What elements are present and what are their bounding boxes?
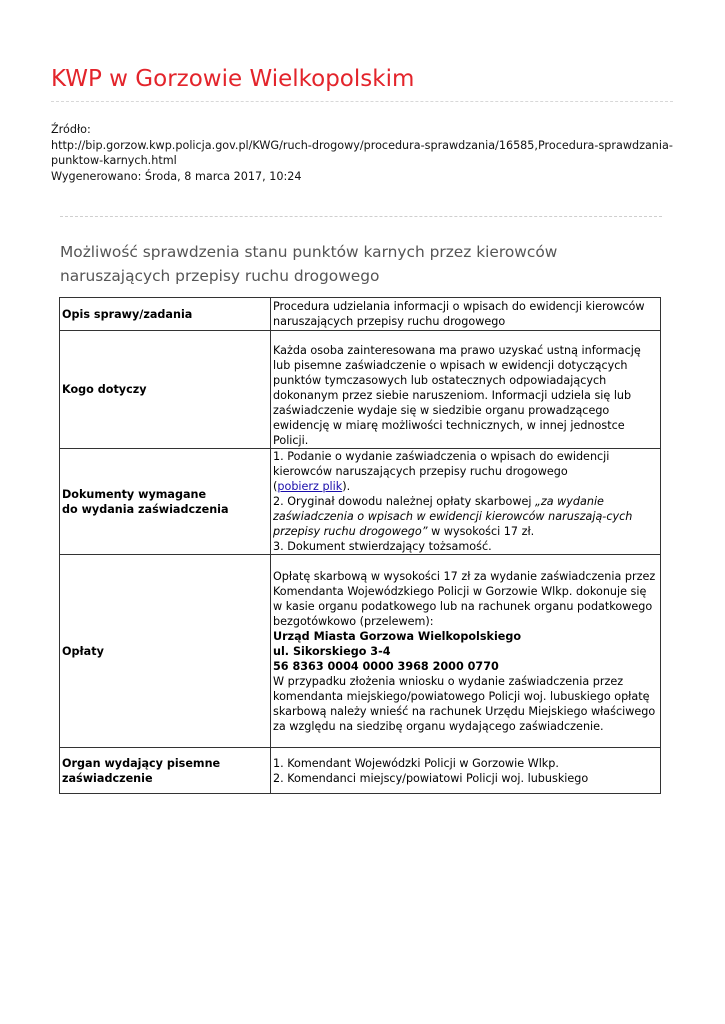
list-item: 2. Komendanci miejscy/powiatowi Policji woj. lubuskiego — [273, 771, 589, 785]
table-row — [60, 449, 661, 555]
paren: ( — [273, 480, 278, 493]
source-label: Źródło: — [51, 123, 91, 136]
generated-timestamp: Wygenerowano: Środa, 8 marca 2017, 10:24 — [51, 169, 302, 183]
row-value — [271, 449, 661, 555]
bank-street: ul. Sikorskiego 3-4 — [273, 644, 391, 658]
row-label: Opłaty — [60, 555, 271, 748]
header-divider — [51, 101, 673, 102]
row-label-line: do wydania zaświadczenia — [62, 502, 229, 516]
row-label: Organ wydający pisemne zaświadczenie — [60, 748, 271, 794]
list-item — [273, 479, 658, 494]
list-item-italic: „za wydanie zaświadczenia o wpisach w ewidencji kierowców naruszają-cych przepisy ruchu drogowego” — [273, 495, 633, 538]
table-row — [60, 331, 661, 449]
table-row — [60, 748, 661, 794]
source-info — [51, 122, 676, 184]
row-value: Procedura udzielania informacji o wpisach do ewidencji kierowców naruszających przepisy ruchu drogowego — [271, 298, 661, 331]
table-row — [60, 298, 661, 331]
row-label-line: Dokumenty wymagane — [62, 487, 207, 501]
fee-intro: Opłatę skarbową w wysokości 17 zł za wydanie zaświadczenia przez Komendanta Wojewódzkiego Policji w Gorzowie Wlkp. dokonuje się w kasie organu podatkowego lub na rachunek organu podatkowego bezgotówkowo (przelewem): — [273, 569, 656, 628]
row-label — [60, 449, 271, 555]
list-item: 3. Dokument stwierdzający tożsamość. — [273, 540, 492, 553]
row-label: Opis sprawy/zadania — [60, 298, 271, 331]
fee-outro: W przypadku złożenia wniosku o wydanie zaświadczenia przez komendanta miejskiego/powiatowego Policji woj. lubuskiego opłatę skarbową należy wnieść na rachunek Urzędu Miejskiego właściwego za względu na siedzibę organu wydającego zaświadczenie. — [273, 674, 656, 733]
document-heading: Możliwość sprawdzenia stanu punktów karnych przez kierowców naruszających przepisy ruchu drogowego — [60, 243, 558, 285]
procedure-table — [59, 297, 661, 794]
list-item — [273, 494, 658, 539]
row-value — [271, 331, 661, 449]
content-divider — [60, 216, 662, 217]
bank-account: 56 8363 0004 0000 3968 2000 0770 — [273, 659, 499, 673]
list-item: 1. Komendant Wojewódzki Policji w Gorzowie Wlkp. — [273, 756, 559, 770]
list-item-text: 2. Oryginał dowodu należnej opłaty skarbowej — [273, 495, 536, 508]
row-value — [271, 555, 661, 748]
row-value — [271, 748, 661, 794]
list-item: 1. Podanie o wydanie zaświadczenia o wpisach do ewidencji kierowców naruszających przepisy ruchu drogowego — [273, 450, 610, 478]
table-row — [60, 555, 661, 748]
download-file-link[interactable]: pobierz plik — [277, 480, 343, 493]
source-url[interactable]: http://bip.gorzow.kwp.policja.gov.pl/KWG/ruch-drogowy/procedura-sprawdzania/16585,Procedura-sprawdzania-punktow-karnych.html — [51, 138, 673, 168]
row-label: Kogo dotyczy — [60, 331, 271, 449]
bank-name: Urząd Miasta Gorzowa Wielkopolskiego — [273, 629, 522, 643]
site-title: KWP w Gorzowie Wielkopolskim — [51, 66, 415, 92]
row-value-text: Każda osoba zainteresowana ma prawo uzyskać ustną informację lub pisemne zaświadczenie o wpisach w ewidencji dotyczących punktów tymczasowych lub ostatecznych odpowiadających dokonanym przez siebie naruszeniom. Informacji udziela się lub zaświadczenie wydaje się w siedzibie organu prowadzącego ewidencję w miarę możliwości technicznych, w innej jednostce Policji. — [273, 344, 641, 447]
list-item-text: w wysokości 17 zł. — [427, 525, 535, 538]
paren: ). — [342, 480, 351, 493]
